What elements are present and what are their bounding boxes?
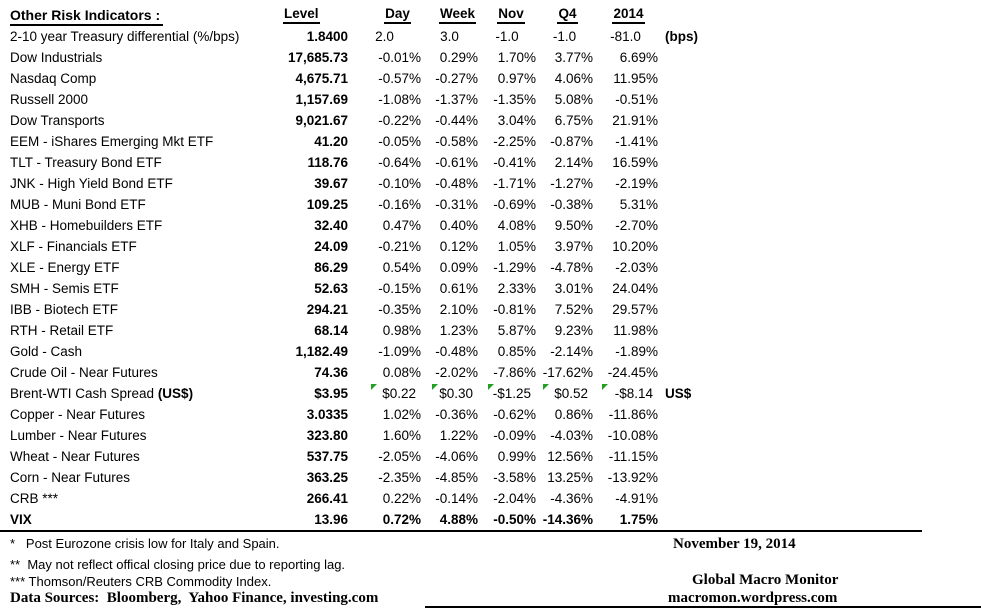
table-row (0, 488, 981, 509)
cell-week: -0.48% (435, 176, 478, 191)
cell-nov: -1.71% (493, 176, 536, 191)
row-label: VIX (10, 512, 32, 527)
table-row (0, 236, 981, 257)
cell-week: 1.23% (439, 323, 478, 338)
cell-level: 17,685.73 (287, 50, 348, 65)
cell-q4: -1.27% (550, 176, 593, 191)
cell-2014: -2.70% (615, 218, 658, 233)
cell-level: 1,157.69 (295, 92, 348, 107)
cell-nov: -2.04% (493, 491, 536, 506)
cell-day: -0.05% (378, 134, 421, 149)
cell-comment-marker-icon (371, 384, 377, 390)
cell-unit-suffix: (bps) (665, 29, 698, 44)
table-row (0, 47, 981, 68)
cell-q4: -0.38% (550, 197, 593, 212)
cell-2014: -4.91% (615, 491, 658, 506)
row-label: EEM - iShares Emerging Mkt ETF (10, 134, 214, 149)
cell-nov: 1.05% (497, 239, 536, 254)
table-row (0, 362, 981, 383)
cell-level: 109.25 (306, 197, 348, 212)
cell-week: -2.02% (435, 365, 478, 380)
cell-2014: 21.91% (612, 113, 658, 128)
cell-2014: -81.0 (610, 29, 641, 44)
cell-day: 2.0 (375, 29, 394, 44)
table-row (0, 320, 981, 341)
cell-day: $0.22 (382, 386, 416, 401)
row-label: SMH - Semis ETF (10, 281, 119, 296)
cell-nov: -0.69% (493, 197, 536, 212)
table-row (0, 215, 981, 236)
cell-nov: -$1.25 (492, 386, 531, 401)
cell-2014: 11.98% (613, 323, 658, 338)
cell-comment-marker-icon (432, 384, 438, 390)
cell-level: 323.80 (306, 428, 348, 443)
cell-nov: -1.0 (495, 29, 519, 44)
cell-comment-marker-icon (602, 384, 608, 390)
cell-unit-suffix: US$ (665, 386, 692, 401)
row-label: Corn - Near Futures (10, 470, 131, 485)
cell-nov: 3.04% (497, 113, 536, 128)
cell-week: -0.48% (435, 344, 478, 359)
cell-q4: -14.36% (542, 512, 593, 527)
cell-week: 4.88% (439, 512, 478, 527)
cell-nov: 5.87% (497, 323, 536, 338)
cell-2014: -0.51% (615, 92, 658, 107)
cell-q4: -4.36% (550, 491, 593, 506)
row-label: Dow Industrials (10, 50, 103, 65)
cell-2014: 16.59% (612, 155, 658, 170)
cell-q4: -4.03% (550, 428, 593, 443)
cell-level: 1.8400 (306, 29, 348, 44)
row-label: Gold - Cash (10, 344, 83, 359)
footnote-1: * Post Eurozone crisis low for Italy and Spain. (10, 536, 280, 551)
cell-2014: -2.19% (615, 176, 658, 191)
cell-q4: -17.62% (542, 365, 593, 380)
cell-week: 1.22% (439, 428, 478, 443)
row-label: IBB - Biotech ETF (10, 302, 119, 317)
cell-day: -0.10% (378, 176, 421, 191)
cell-day: -1.09% (378, 344, 421, 359)
row-label: Copper - Near Futures (10, 407, 146, 422)
cell-2014: 10.20% (612, 239, 658, 254)
cell-comment-marker-icon (488, 384, 494, 390)
footnote-2: ** May not reflect offical closing price due to reporting lag. (10, 557, 346, 572)
cell-q4: 9.23% (554, 323, 593, 338)
cell-week: -0.36% (435, 407, 478, 422)
cell-level: 4,675.71 (295, 71, 348, 86)
cell-q4: 5.08% (554, 92, 593, 107)
cell-day: -0.57% (378, 71, 421, 86)
row-label: Nasdaq Comp (10, 71, 97, 86)
cell-nov: -1.29% (493, 260, 536, 275)
cell-week: -0.27% (435, 71, 478, 86)
table-row (0, 152, 981, 173)
cell-comment-marker-icon (543, 384, 549, 390)
table-row (0, 509, 981, 530)
cell-nov: 0.97% (497, 71, 536, 86)
table-row (0, 110, 981, 131)
table-row (0, 404, 981, 425)
table-header-row (0, 4, 981, 26)
table-row (0, 89, 981, 110)
table-row (0, 383, 981, 404)
cell-week: 0.09% (439, 260, 478, 275)
cell-2014: -2.03% (615, 260, 658, 275)
cell-day: -0.01% (378, 50, 421, 65)
cell-day: 0.98% (382, 323, 421, 338)
data-sources: Data Sources: Bloomberg, Yahoo Finance, investing.com (10, 590, 379, 606)
cell-week: $0.30 (439, 386, 473, 401)
cell-q4: -4.78% (550, 260, 593, 275)
cell-q4: -1.0 (552, 29, 577, 44)
table-row (0, 194, 981, 215)
cell-2014: 5.31% (619, 197, 658, 212)
cell-day: -0.22% (378, 113, 421, 128)
cell-week: 0.61% (439, 281, 478, 296)
row-label: TLT - Treasury Bond ETF (10, 155, 162, 170)
cell-level: 41.20 (314, 134, 348, 149)
cell-2014: 24.04% (612, 281, 658, 296)
table-title-cell (0, 7, 280, 23)
table-row (0, 341, 981, 362)
cell-day: -0.35% (378, 302, 421, 317)
cell-2014: -13.92% (607, 470, 658, 485)
cell-2014: 29.57% (612, 302, 658, 317)
column-header-q4: Q4 (536, 6, 593, 24)
row-label: XHB - Homebuilders ETF (10, 218, 163, 233)
cell-q4: 3.01% (554, 281, 593, 296)
cell-q4: 0.86% (554, 407, 593, 422)
row-label: Wheat - Near Futures (10, 449, 140, 464)
cell-day: -2.35% (378, 470, 421, 485)
cell-day: 1.02% (382, 407, 421, 422)
table-body (0, 26, 981, 530)
cell-2014: -11.15% (608, 449, 658, 464)
column-header-nov: Nov (478, 6, 536, 24)
cell-2014: -24.45% (607, 365, 658, 380)
cell-nov: -1.35% (493, 92, 536, 107)
row-label: XLE - Energy ETF (10, 260, 120, 275)
cell-q4: 13.25% (547, 470, 593, 485)
cell-q4: 6.75% (554, 113, 593, 128)
cell-day: -2.05% (378, 449, 421, 464)
row-label: Dow Transports (10, 113, 105, 128)
cell-q4: 7.52% (554, 302, 593, 317)
row-label: XLF - Financials ETF (10, 239, 137, 254)
cell-level: 537.75 (306, 449, 348, 464)
cell-q4: 3.77% (554, 50, 593, 65)
cell-2014: -11.86% (608, 407, 658, 422)
cell-q4: $0.52 (554, 386, 588, 401)
cell-day: 0.72% (382, 512, 421, 527)
cell-level: 13.96 (314, 512, 348, 527)
cell-nov: -0.09% (493, 428, 536, 443)
cell-day: -0.21% (378, 239, 421, 254)
cell-q4: 4.06% (554, 71, 593, 86)
row-label: MUB - Muni Bond ETF (10, 197, 146, 212)
cell-day: -0.15% (378, 281, 421, 296)
cell-week: -4.85% (435, 470, 478, 485)
page-bottom-rule (425, 606, 981, 608)
cell-day: 0.22% (382, 491, 421, 506)
cell-nov: 0.85% (497, 344, 536, 359)
cell-day: -0.16% (378, 197, 421, 212)
cell-q4: -2.14% (550, 344, 593, 359)
table-row (0, 278, 981, 299)
table-bottom-rule (0, 530, 922, 532)
cell-2014: -10.08% (607, 428, 658, 443)
cell-level: $3.95 (314, 386, 348, 401)
cell-q4: 9.50% (554, 218, 593, 233)
cell-2014: 1.75% (619, 512, 658, 527)
cell-q4: 3.97% (554, 239, 593, 254)
cell-2014: 6.69% (619, 50, 658, 65)
column-header-day: Day (348, 6, 421, 24)
cell-week: -0.61% (435, 155, 478, 170)
cell-nov: -0.62% (493, 407, 536, 422)
risk-indicators-table (0, 4, 981, 530)
table-row (0, 68, 981, 89)
cell-nov: -3.58% (493, 470, 536, 485)
cell-week: -4.06% (435, 449, 478, 464)
cell-day: 0.47% (382, 218, 421, 233)
publisher-url: macromon.wordpress.com (668, 590, 838, 606)
table-row (0, 425, 981, 446)
row-label: JNK - High Yield Bond ETF (10, 176, 173, 191)
cell-level: 266.41 (306, 491, 348, 506)
column-header-2014: 2014 (593, 6, 658, 24)
row-label: Lumber - Near Futures (10, 428, 147, 443)
footnote-3: *** Thomson/Reuters CRB Commodity Index. (10, 574, 272, 589)
table-row (0, 467, 981, 488)
cell-level: 9,021.67 (295, 113, 348, 128)
cell-level: 1,182.49 (295, 344, 348, 359)
table-row (0, 299, 981, 320)
cell-day: -0.64% (378, 155, 421, 170)
cell-level: 32.40 (314, 218, 348, 233)
cell-week: 0.40% (439, 218, 478, 233)
cell-week: -1.37% (435, 92, 478, 107)
cell-week: 3.0 (440, 29, 459, 44)
cell-day: -1.08% (378, 92, 421, 107)
cell-level: 52.63 (314, 281, 348, 296)
cell-nov: -0.41% (493, 155, 536, 170)
cell-2014: -$8.14 (614, 386, 653, 401)
cell-level: 24.09 (314, 239, 348, 254)
cell-level: 363.25 (306, 470, 348, 485)
cell-week: -0.58% (435, 134, 478, 149)
table-title: Other Risk Indicators : (10, 7, 163, 26)
table-row (0, 173, 981, 194)
table-row (0, 26, 981, 47)
table-row (0, 131, 981, 152)
cell-week: 2.10% (439, 302, 478, 317)
row-label: Russell 2000 (10, 92, 89, 107)
cell-week: 0.12% (439, 239, 478, 254)
cell-nov: 1.70% (497, 50, 536, 65)
cell-nov: -7.86% (493, 365, 536, 380)
row-label: Crude Oil - Near Futures (10, 365, 158, 380)
cell-level: 68.14 (314, 323, 348, 338)
table-row (0, 257, 981, 278)
cell-nov: -0.81% (493, 302, 536, 317)
cell-level: 118.76 (307, 155, 348, 170)
cell-q4: 2.14% (554, 155, 593, 170)
cell-level: 86.29 (314, 260, 348, 275)
column-header-week: Week (421, 6, 478, 24)
row-label: 2-10 year Treasury differential (%/bps) (10, 29, 240, 44)
cell-day: 0.08% (382, 365, 421, 380)
publisher-name: Global Macro Monitor (692, 572, 839, 588)
cell-q4: 12.56% (547, 449, 593, 464)
row-label: RTH - Retail ETF (10, 323, 114, 338)
cell-nov: -0.50% (493, 512, 536, 527)
cell-nov: 0.99% (497, 449, 536, 464)
cell-week: 0.29% (439, 50, 478, 65)
report-date: November 19, 2014 (673, 536, 796, 552)
cell-day: 1.60% (382, 428, 421, 443)
cell-day: 0.54% (382, 260, 421, 275)
column-header-level: Level (280, 6, 348, 24)
cell-level: 74.36 (314, 365, 348, 380)
cell-level: 39.67 (314, 176, 348, 191)
cell-level: 3.0335 (306, 407, 348, 422)
cell-level: 294.21 (306, 302, 348, 317)
cell-nov: -2.25% (493, 134, 536, 149)
row-label: Brent-WTI Cash Spread (US$) (10, 386, 194, 401)
cell-2014: -1.41% (615, 134, 658, 149)
cell-q4: -0.87% (550, 134, 593, 149)
row-label: CRB *** (10, 491, 59, 506)
cell-week: -0.14% (435, 491, 478, 506)
cell-week: -0.44% (435, 113, 478, 128)
cell-2014: 11.95% (613, 71, 658, 86)
cell-nov: 2.33% (497, 281, 536, 296)
cell-2014: -1.89% (615, 344, 658, 359)
table-row (0, 446, 981, 467)
cell-nov: 4.08% (497, 218, 536, 233)
cell-week: -0.31% (435, 197, 478, 212)
